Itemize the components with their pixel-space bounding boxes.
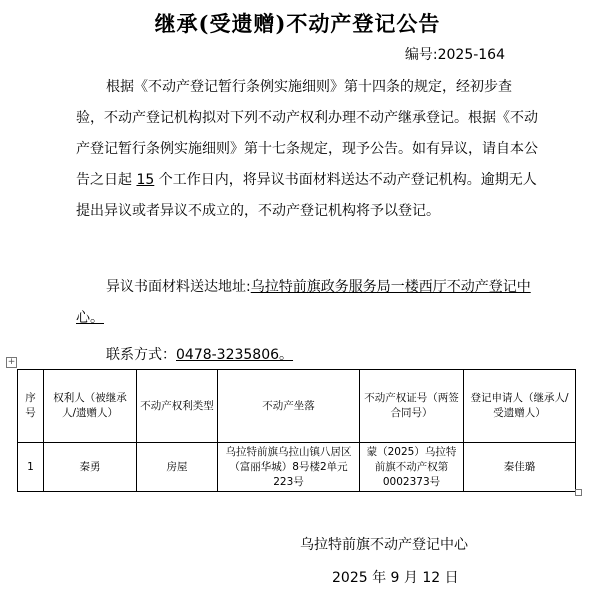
notice-body-text: 根据《不动产登记暂行条例实施细则》第十四条的规定，经初步查验，不动产登记机构拟对下列不动产权利办理不动产继承登记。根据《不动产登记暂行条例实施细则》第十七条规定，现予公告。如有异议，请自本公告之日起: [76, 79, 538, 188]
contact-paragraph: [76, 340, 538, 371]
contact-phone: 0478-3235806。: [176, 347, 294, 363]
objection-address-label: 异议书面材料送达地址:: [106, 279, 251, 295]
header-cell: 不动产坐落: [218, 370, 360, 443]
contact-label: 联系方式：: [106, 347, 176, 363]
header-cell: 不动产权证号（两签合同号）: [360, 370, 464, 443]
table-resize-handle[interactable]: [575, 489, 582, 496]
table-cell: 蒙（2025）乌拉特前旗不动产权第0002373号: [360, 443, 464, 492]
registration-table: [17, 369, 576, 492]
table-cell: 乌拉特前旗乌拉山镇八居区（富丽华城）8号楼2单元223号: [218, 443, 360, 492]
header-cell: 登记申请人（继承人/受遗赠人）: [464, 370, 576, 443]
table-cell: 房屋: [137, 443, 218, 492]
table-cell: 秦佳璐: [464, 443, 576, 492]
objection-period-days: 15: [136, 172, 155, 188]
notice-body-text-cont: 个工作日内，将异议书面材料送达不动产登记机构。逾期无人提出异议或者异议不成立的，不动产登记机构将予以登记。: [76, 172, 537, 219]
header-cell: 序号: [18, 370, 44, 443]
table-move-handle[interactable]: +: [7, 357, 16, 367]
table-cell: 1: [18, 443, 44, 492]
header-cell: 权利人（被继承人/遗赠人）: [44, 370, 137, 443]
table-row: [18, 443, 576, 492]
header-cell: 不动产权利类型: [137, 370, 218, 443]
notice-title: 继承(受遗赠)不动产登记公告: [154, 11, 441, 36]
table-header-row: [18, 370, 576, 443]
document-number: 编号:2025-164: [404, 47, 505, 63]
objection-address-paragraph: [76, 272, 538, 334]
objection-address: 乌拉特前旗政务服务局一楼西厅不动产登记中心。: [76, 279, 531, 326]
notice-body-paragraph: [76, 72, 538, 227]
issuing-organization: 乌拉特前旗不动产登记中心: [300, 537, 468, 553]
table-cell: 秦勇: [44, 443, 137, 492]
issue-date: 2025 年 9 月 12 日: [332, 570, 459, 586]
